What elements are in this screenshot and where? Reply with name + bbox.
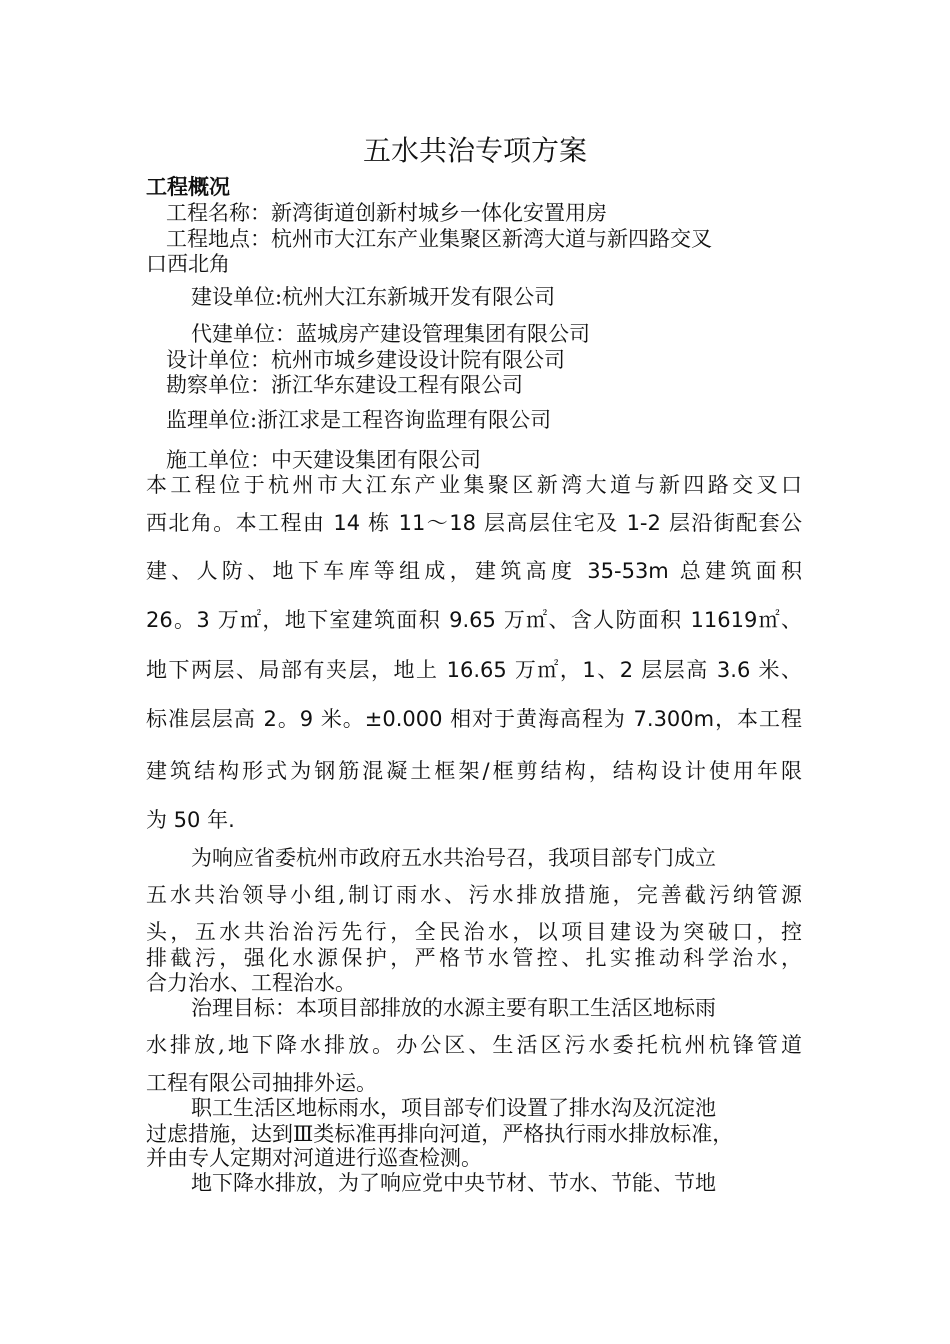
description-line: 26。3 万㎡，地下室建筑面积 9.65 万㎡、含人防面积 11619㎡、 (146, 608, 802, 632)
developer-line: 建设单位:杭州大江东新城开发有限公司 (191, 285, 556, 309)
paragraph-line: 排截污，强化水源保护，严格节水管控、扎实推动科学治水， (146, 946, 802, 970)
paragraph-line: 职工生活区地标雨水，项目部专们设置了排水沟及沉淀池 (191, 1096, 716, 1120)
paragraph-line: 合力治水、工程治水。 (146, 971, 356, 995)
designer-line: 设计单位：杭州市城乡建设设计院有限公司 (166, 348, 565, 372)
description-line: 为 50 年. (146, 808, 235, 832)
agent-builder-line: 代建单位：蓝城房产建设管理集团有限公司 (191, 322, 590, 346)
paragraph-line: 工程有限公司抽排外运。 (146, 1071, 377, 1095)
paragraph-line: 为响应省委杭州市政府五水共治号召，我项目部专门成立 (191, 846, 716, 870)
paragraph-line: 治理目标：本项目部排放的水源主要有职工生活区地标雨 (191, 996, 716, 1020)
description-line: 西北角。本工程由 14 栋 11～18 层高层住宅及 1-2 层沿街配套公 (146, 511, 802, 535)
project-name-line: 工程名称：新湾街道创新村城乡一体化安置用房 (166, 201, 607, 225)
description-line: 建、人防、地下车库等组成，建筑高度 35-53m 总建筑面积 (146, 559, 802, 583)
paragraph-line: 头，五水共治治污先行，全民治水，以项目建设为突破口，控 (146, 920, 802, 944)
project-location-line-cont: 口西北角 (146, 252, 230, 276)
description-line: 建筑结构形式为钢筋混凝土框架/框剪结构，结构设计使用年限 (146, 759, 802, 783)
description-line: 地下两层、局部有夹层，地上 16.65 万㎡，1、2 层层高 3.6 米、 (146, 658, 802, 682)
paragraph-line: 过虑措施，达到Ⅲ类标准再排向河道，严格执行雨水排放标准， (146, 1122, 734, 1146)
section-heading: 工程概况 (146, 175, 230, 199)
description-line: 本工程位于杭州市大江东产业集聚区新湾大道与新四路交叉口 (146, 473, 802, 497)
contractor-line: 施工单位：中天建设集团有限公司 (166, 448, 481, 472)
paragraph-line: 并由专人定期对河道进行巡查检测。 (146, 1146, 482, 1170)
paragraph-line: 五水共治领导小组,制订雨水、污水排放措施，完善截污纳管源 (146, 883, 802, 907)
document-title: 五水共治专项方案 (362, 134, 587, 167)
paragraph-line: 地下降水排放，为了响应党中央节材、节水、节能、节地 (191, 1171, 716, 1195)
supervisor-line: 监理单位:浙江求是工程咨询监理有限公司 (166, 408, 552, 432)
surveyor-line: 勘察单位：浙江华东建设工程有限公司 (166, 373, 523, 397)
project-location-line: 工程地点：杭州市大江东产业集聚区新湾大道与新四路交叉 (166, 227, 712, 251)
description-line: 标准层层高 2。9 米。±0.000 相对于黄海高程为 7.300m，本工程 (146, 707, 802, 731)
paragraph-line: 水排放,地下降水排放。办公区、生活区污水委托杭州杭锋管道 (146, 1033, 802, 1057)
